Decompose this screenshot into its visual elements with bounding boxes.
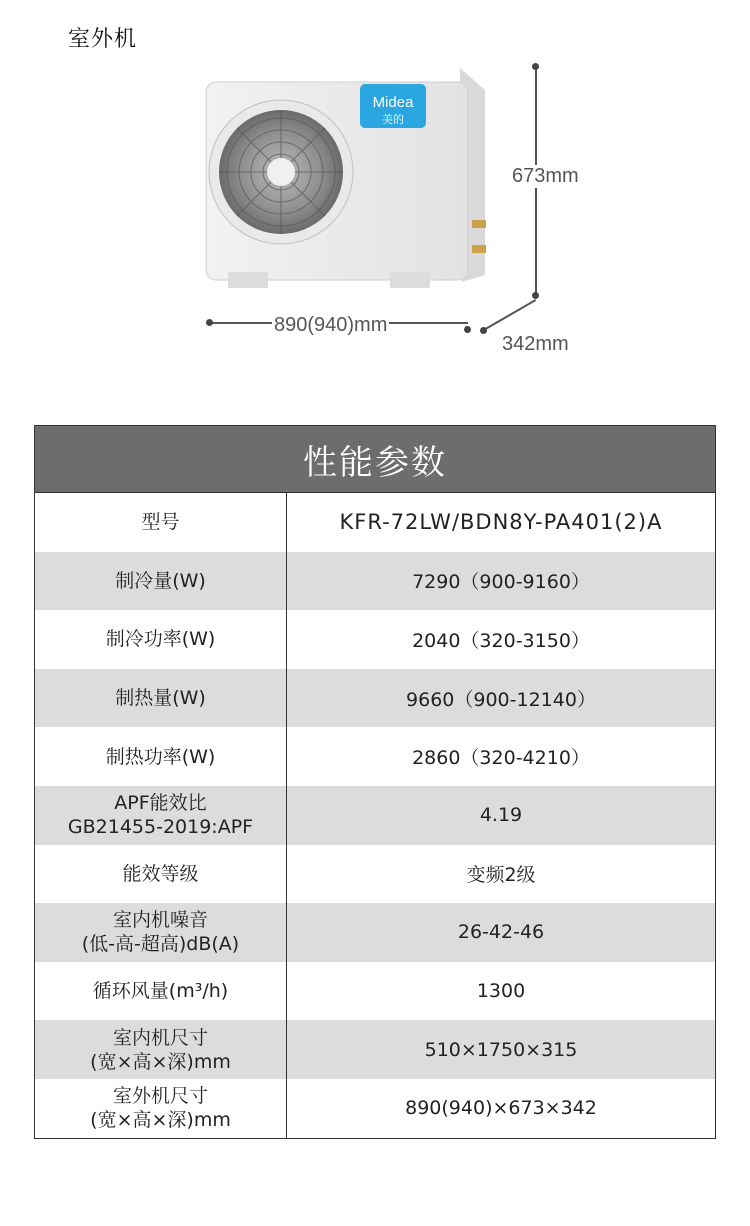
table-title: 性能参数	[35, 426, 715, 493]
outdoor-unit-image	[200, 60, 500, 300]
row-label: 制热功率(W)	[35, 727, 287, 786]
depth-dimension-line	[482, 299, 537, 332]
table-row	[35, 669, 715, 728]
row-label: 室内机噪音 (低-高-超高)dB(A)	[35, 903, 287, 962]
row-label: 制热量(W)	[35, 669, 287, 728]
section-title: 室外机	[68, 27, 138, 52]
row-value: 9660（900-12140）	[406, 688, 596, 711]
depth-label: 342mm	[502, 333, 569, 355]
table-row	[35, 903, 715, 962]
table-row	[35, 610, 715, 669]
brand-logo-text: Midea	[372, 94, 414, 111]
row-label: 室外机尺寸 (宽×高×深)mm	[35, 1079, 287, 1138]
performance-spec-table	[34, 425, 716, 1139]
row-value: KFR-72LW/BDN8Y-PA401(2)A	[339, 510, 663, 535]
table-row	[35, 786, 715, 845]
depth-left-dot	[480, 327, 487, 334]
row-label: 能效等级	[35, 845, 287, 904]
table-row	[35, 552, 715, 611]
table-row	[35, 493, 715, 552]
row-label: APF能效比 GB21455-2019:APF	[35, 786, 287, 845]
row-value: 7290（900-9160）	[412, 571, 590, 594]
row-label: 制冷功率(W)	[35, 610, 287, 669]
row-label: 循环风量(m³/h)	[35, 962, 287, 1021]
row-value: 变频2级	[466, 864, 536, 887]
table-row	[35, 845, 715, 904]
brand-logo-cn: 美的	[382, 113, 404, 126]
row-value: 1300	[476, 980, 526, 1003]
row-value: 510×1750×315	[424, 1038, 578, 1061]
row-label: 型号	[35, 493, 287, 552]
row-value: 4.19	[479, 804, 523, 827]
row-value: 2040（320-3150）	[412, 629, 590, 652]
width-left-dot	[206, 319, 213, 326]
width-right-dot	[464, 326, 471, 333]
row-label: 制冷量(W)	[35, 552, 287, 611]
table-row	[35, 1020, 715, 1079]
table-row	[35, 727, 715, 786]
row-value: 890(940)×673×342	[405, 1097, 597, 1120]
height-label: 673mm	[512, 165, 579, 187]
row-value: 2860（320-4210）	[412, 747, 590, 770]
table-row	[35, 962, 715, 1021]
row-label: 室内机尺寸 (宽×高×深)mm	[35, 1020, 287, 1079]
width-label: 890(940)mm	[274, 314, 388, 336]
height-top-dot	[532, 63, 539, 70]
height-bottom-dot	[532, 292, 539, 299]
row-value: 26-42-46	[457, 921, 545, 944]
table-row	[35, 1079, 715, 1138]
